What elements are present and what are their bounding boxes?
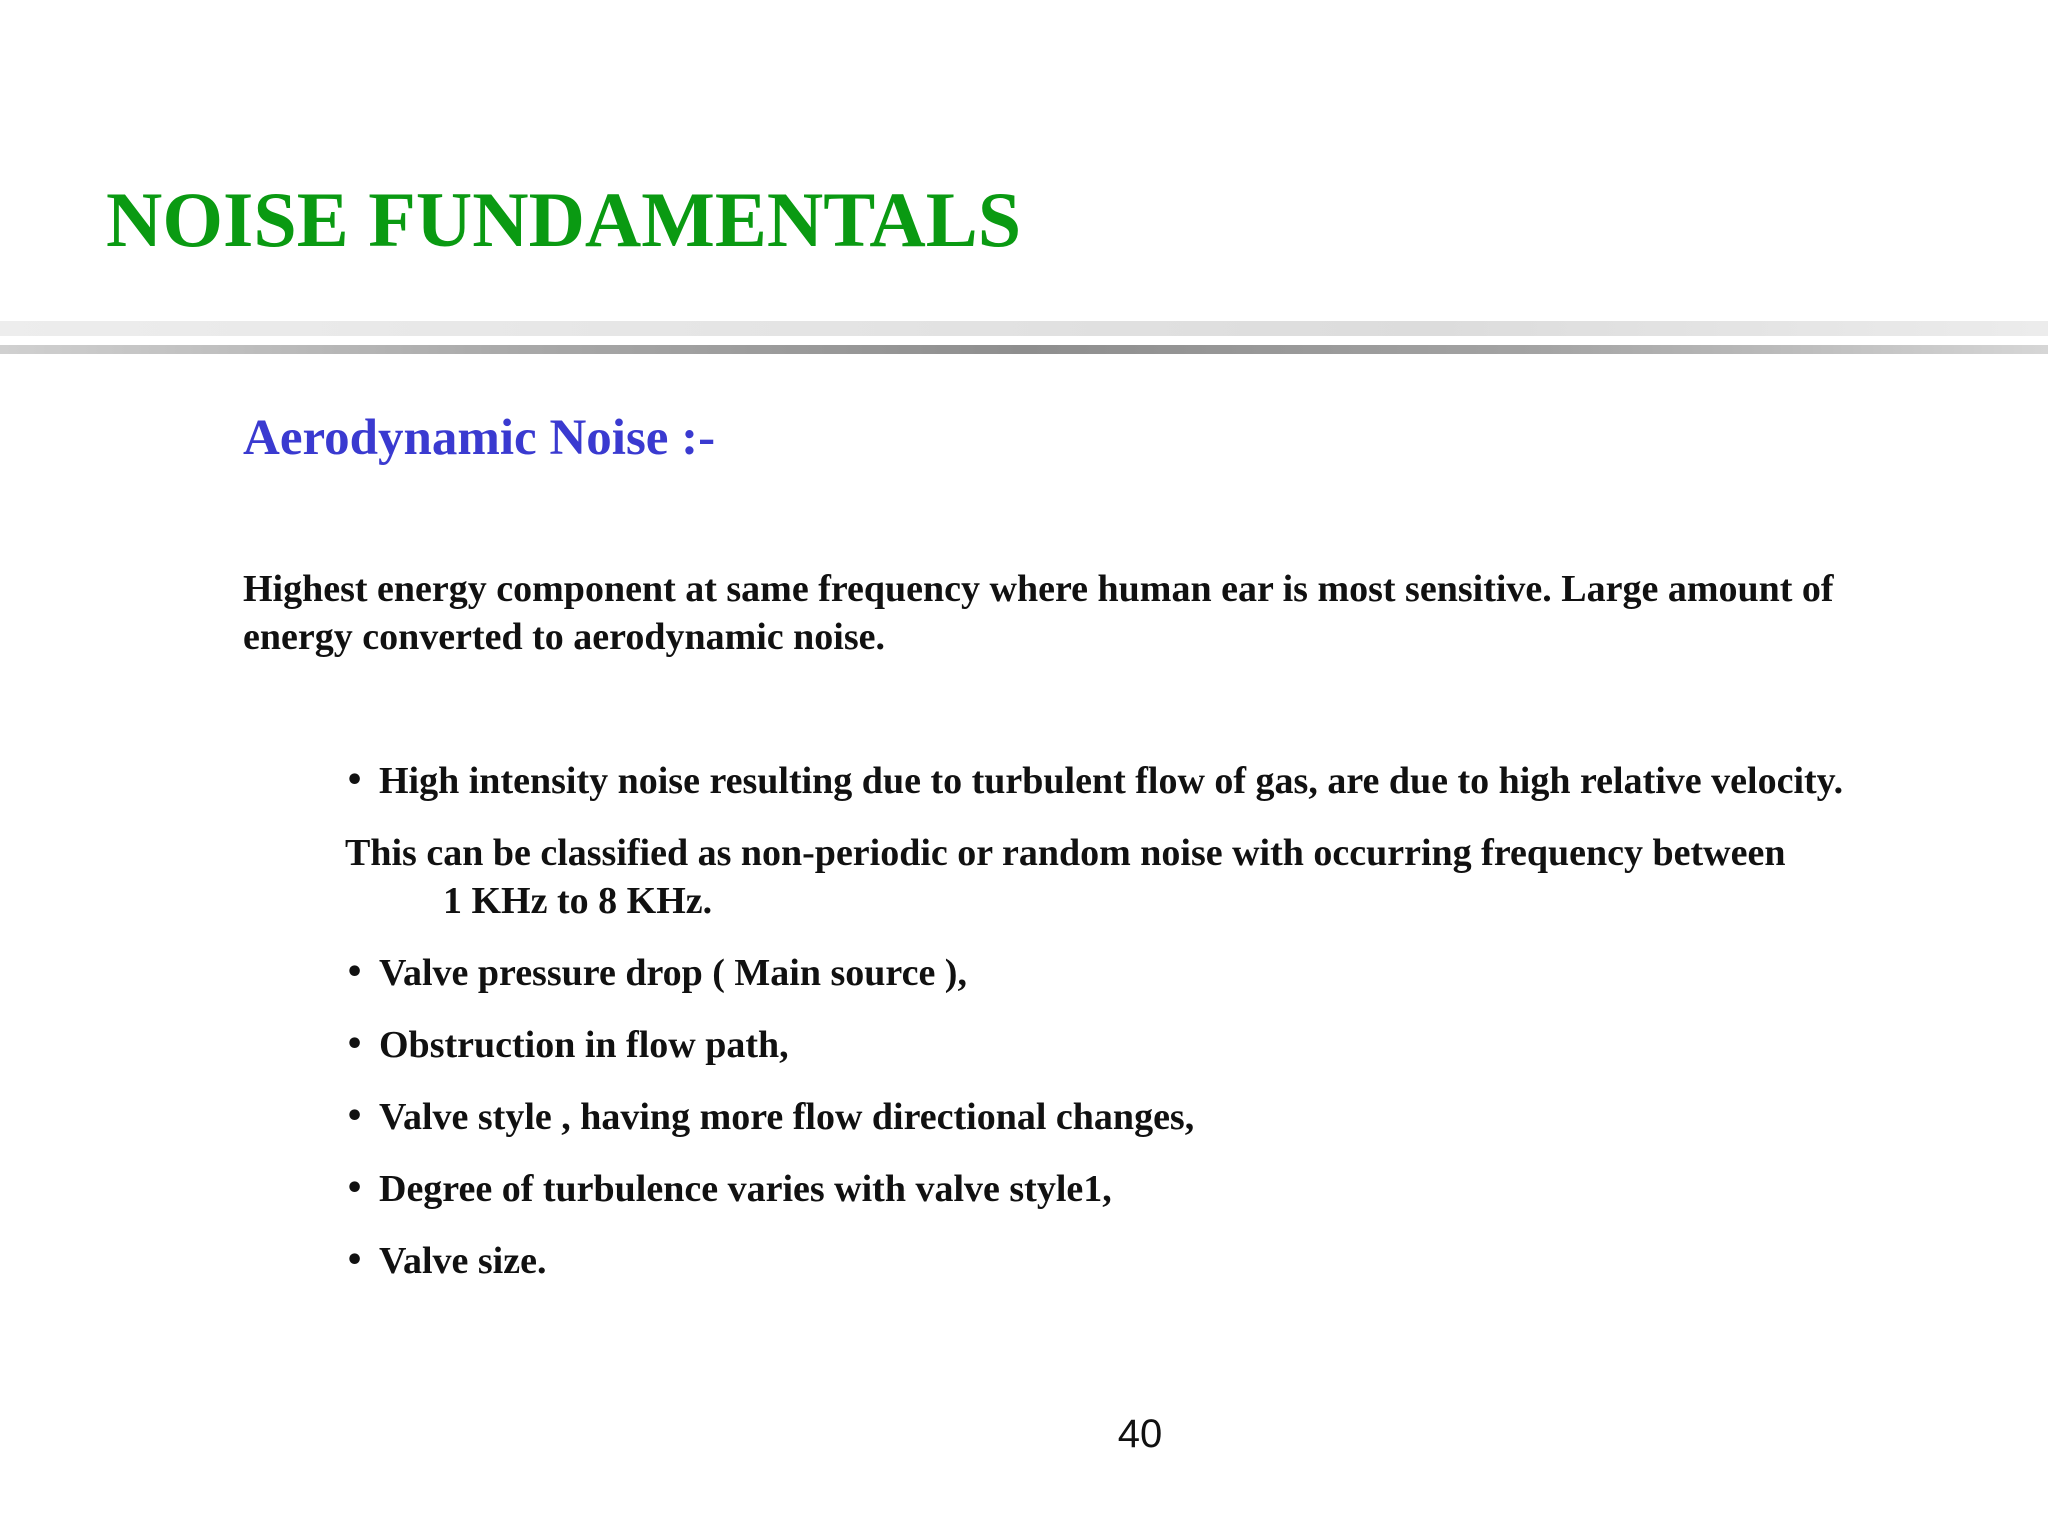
bullet-item	[345, 1093, 1985, 1141]
bullet-item-high-intensity	[345, 757, 1985, 805]
bullet-text: Degree of turbulence varies with valve style1,	[379, 1168, 1112, 1210]
bullet-text: Valve style , having more flow directional changes,	[379, 1096, 1195, 1138]
intro-paragraph: Highest energy component at same frequency where human ear is most sensitive. Large amount of energy converted to aerodynamic noise.	[243, 568, 1834, 658]
title-divider-light	[0, 321, 2048, 336]
bullet-icon: •	[345, 1171, 365, 1206]
section-subtitle: Aerodynamic Noise :-	[243, 410, 716, 466]
slide-title: NOISE FUNDAMENTALS	[106, 176, 1022, 263]
bullet-icon: •	[345, 763, 365, 798]
classification-note	[345, 829, 1985, 925]
bullet-list	[345, 757, 1985, 1309]
bullet-text: Valve pressure drop ( Main source ),	[379, 952, 967, 994]
bullet-item	[345, 1021, 1985, 1069]
title-divider-dark	[0, 345, 2048, 354]
note-line-1: This can be classified as non-periodic or random noise with occurring frequency between	[345, 832, 1786, 874]
bullet-text: Obstruction in flow path,	[379, 1024, 789, 1066]
bullet-item	[345, 949, 1985, 997]
bullet-icon: •	[345, 1099, 365, 1134]
bullet-item	[345, 1165, 1985, 1213]
note-frequency-range: 1 KHz to 8 KHz.	[443, 880, 713, 922]
bullet-icon: •	[345, 955, 365, 990]
note-text	[345, 829, 1985, 925]
page-number: 40	[1117, 1412, 1163, 1456]
bullet-icon: •	[345, 1243, 365, 1278]
bullet-icon: •	[345, 1027, 365, 1062]
bullet-item	[345, 1237, 1985, 1285]
bullet-text: Valve size.	[379, 1240, 547, 1282]
bullet-text: High intensity noise resulting due to turbulent flow of gas, are due to high relative velocity.	[379, 760, 1844, 802]
